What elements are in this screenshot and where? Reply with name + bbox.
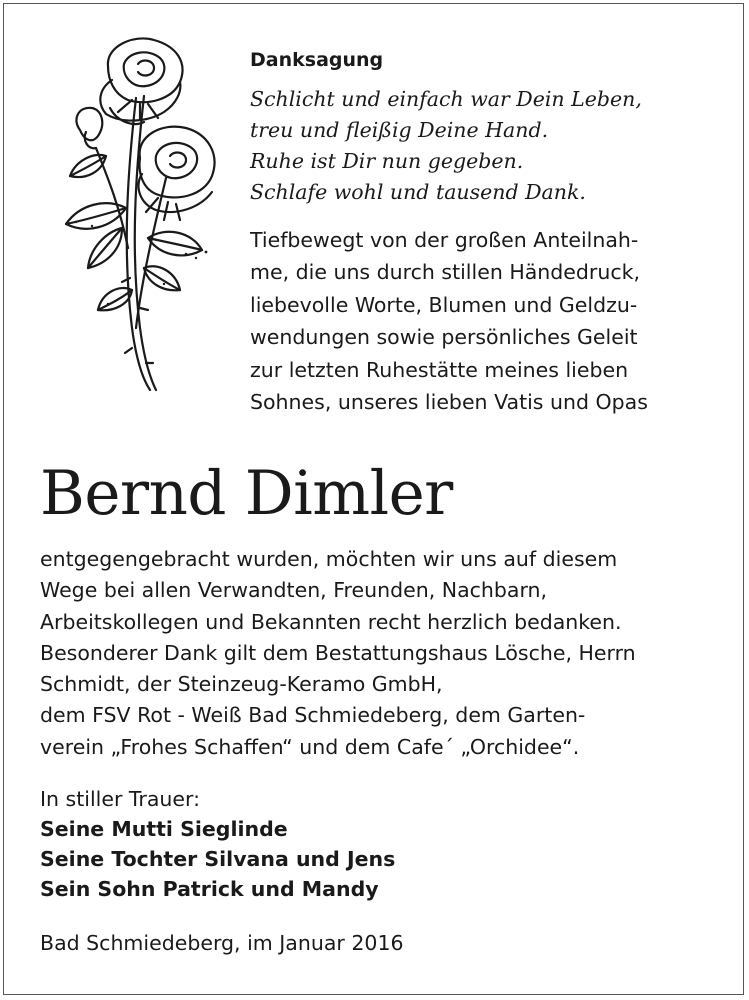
mourner-name: Sein Sohn Patrick und Mandy [40, 877, 379, 901]
thanks-line: verein „Frohes Schaffen“ und dem Cafe´ „Orchidee“. [40, 734, 580, 759]
intro-line: me, die uns durch stillen Händedruck, [250, 260, 641, 285]
thanks-line: dem FSV Rot - Weiß Bad Schmiedeberg, dem Garten- [40, 703, 586, 728]
intro-line: Tiefbewegt von der großen Anteilnah- [250, 228, 639, 252]
poem [250, 84, 730, 208]
intro-paragraph [250, 224, 730, 418]
mourning-lead: In stiller Trauer: [40, 787, 200, 811]
thanks-line: Besonderer Dank gilt dem Bestattungshaus Lösche, Herrn [40, 640, 636, 665]
thanks-line: Schmidt, der Steinzeug-Keramo GmbH, [40, 672, 443, 697]
rose-illustration-icon [36, 28, 222, 400]
notice-heading: Danksagung [250, 49, 384, 71]
thanks-line: entgegengebracht wurden, möchten wir uns auf diesem [40, 547, 618, 571]
intro-line: wendungen sowie persönliches Geleit [250, 325, 638, 350]
poem-line: Ruhe ist Dir nun gegeben. [250, 149, 524, 173]
poem-line: Schlicht und einfach war Dein Leben, [250, 87, 642, 111]
intro-line: liebevolle Worte, Blumen und Geldzu- [250, 292, 638, 317]
thanks-line: Wege bei allen Verwandten, Freunden, Nachbarn, [40, 578, 548, 603]
intro-line: zur letzten Ruhestätte meines lieben [250, 357, 629, 382]
poem-line: treu und fleißig Deine Hand. [250, 118, 549, 142]
intro-line: Sohnes, unseres lieben Vatis und Opas [250, 390, 648, 415]
thanks-paragraph [40, 544, 730, 763]
place-date: Bad Schmiedeberg, im Januar 2016 [40, 931, 404, 955]
deceased-name: Bernd Dimler [40, 458, 453, 529]
thanks-line: Arbeitskollegen und Bekannten recht herzlich bedanken. [40, 609, 622, 634]
mourner-name: Seine Mutti Sieglinde [40, 817, 288, 841]
poem-line: Schlafe wohl und tausend Dank. [250, 180, 586, 204]
mourner-name: Seine Tochter Silvana und Jens [40, 847, 396, 871]
mourners-block [40, 784, 730, 904]
